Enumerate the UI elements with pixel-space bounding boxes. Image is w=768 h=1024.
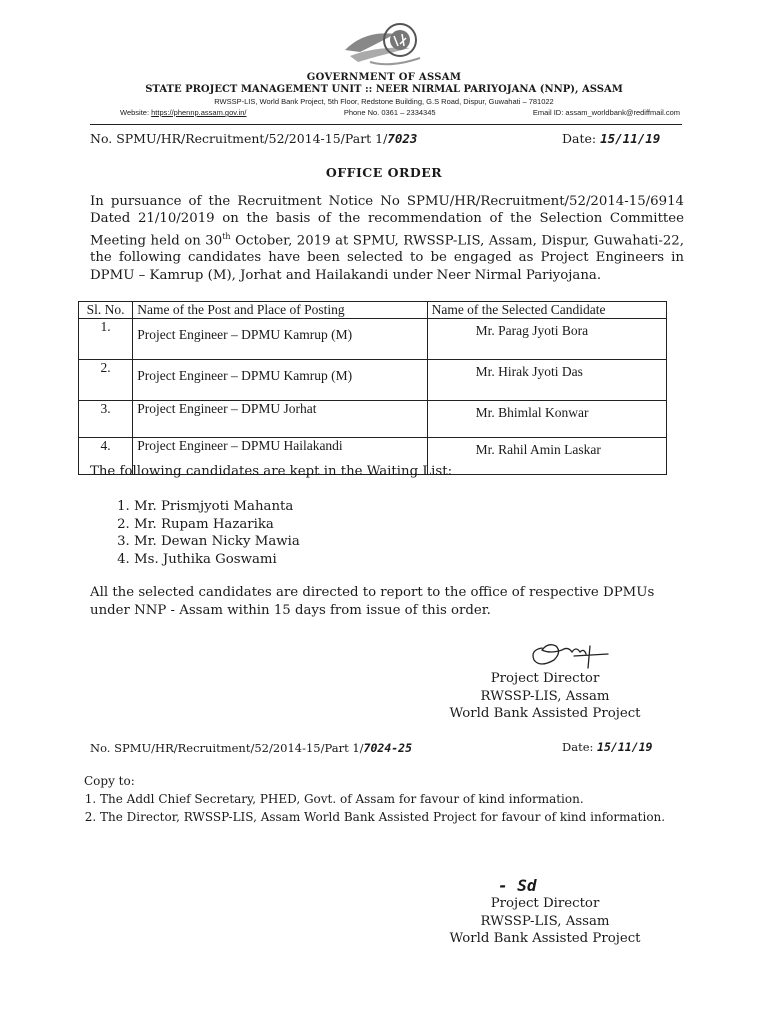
website-block xyxy=(120,108,246,117)
table-row xyxy=(79,401,667,438)
copy-date-value: 15/11/19 xyxy=(597,740,653,754)
signatory-project: World Bank Assisted Project xyxy=(449,931,641,946)
government-logo-icon xyxy=(340,18,430,68)
order-reference-prefix: No. SPMU/HR/Recruitment/52/2014-15/Part 1/ xyxy=(90,131,388,146)
paragraph-part-2: October, 2019 at SPMU, RWSSP-LIS, Assam, Dispur, Guwahati-22, the following candidates have been selected to be engaged as Project Engineers in DPMU – Kamrup (M), Jorhat and Hailakandi under Neer Nirmal Pariyojana. xyxy=(90,233,684,283)
table-header-row xyxy=(79,302,667,319)
document-title: OFFICE ORDER xyxy=(325,165,443,180)
list-item: 4. Ms. Juthika Goswami xyxy=(134,551,300,569)
header-sl-no: Sl. No. xyxy=(79,302,133,319)
copy-list xyxy=(70,790,665,826)
phone-number: Phone No. 0361 – 2334345 xyxy=(343,108,436,117)
order-body xyxy=(90,193,684,284)
signatory-title: Project Director xyxy=(490,896,600,911)
order-date-value: 15/11/19 xyxy=(600,131,661,146)
copy-reference-prefix: No. SPMU/HR/Recruitment/52/2014-15/Part 1/ xyxy=(90,741,364,755)
letterhead-address: RWSSP-LIS, World Bank Project, 5th Floor, Redstone Building, G.S Road, Dispur, Guwahati – 781022 xyxy=(214,97,554,106)
signatory-block xyxy=(438,670,652,723)
letterhead-unit: STATE PROJECT MANAGEMENT UNIT :: NEER NIRMAL PARIYOJANA (NNP), ASSAM xyxy=(145,84,623,95)
list-item: 1. The Addl Chief Secretary, PHED, Govt. of Assam for favour of kind information. xyxy=(100,790,665,808)
copy-to-label: Copy to: xyxy=(84,774,135,788)
table-row xyxy=(79,360,667,401)
row-candidate: Mr. Bhimlal Konwar xyxy=(427,401,666,438)
waiting-list xyxy=(100,498,300,568)
row-post: Project Engineer – DPMU Kamrup (M) xyxy=(133,319,427,360)
row-post: Project Engineer – DPMU Jorhat xyxy=(133,401,427,438)
signatory-org: RWSSP-LIS, Assam xyxy=(480,688,610,704)
order-date xyxy=(562,131,660,146)
header-post: Name of the Post and Place of Posting xyxy=(133,302,427,319)
table-row xyxy=(79,319,667,360)
row-sl-no: 3. xyxy=(79,401,133,438)
row-sl-no: 2. xyxy=(79,360,133,401)
order-date-label: Date: xyxy=(562,131,597,146)
date-suffix: th xyxy=(222,231,231,241)
row-sl-no: 1. xyxy=(79,319,133,360)
copy-reference-number: 7024-25 xyxy=(363,741,413,755)
letterhead-government: GOVERNMENT OF ASSAM xyxy=(306,72,462,83)
list-item: 2. The Director, RWSSP-LIS, Assam World Bank Assisted Project for favour of kind information. xyxy=(100,808,665,826)
row-post: Project Engineer – DPMU Kamrup (M) xyxy=(133,360,427,401)
signatory-title: Project Director xyxy=(490,671,600,686)
order-reference-number: 7023 xyxy=(387,131,418,146)
row-candidate: Mr. Parag Jyoti Bora xyxy=(427,319,666,360)
list-item: 3. Mr. Dewan Nicky Mawia xyxy=(134,533,300,551)
sd-mark: - Sd xyxy=(498,876,537,895)
list-item: 2. Mr. Rupam Hazarika xyxy=(134,516,300,534)
order-paragraph xyxy=(90,193,684,284)
row-sl-no: 4. xyxy=(79,438,133,475)
website-label: Website: xyxy=(120,108,150,117)
row-post: Project Engineer – DPMU Hailakandi xyxy=(133,438,427,475)
copy-reference xyxy=(90,741,412,755)
paragraph-part-1: In pursuance of the Recruitment Notice No SPMU/HR/Recruitment/52/2014-15/6914 Dated 21/10/2019 on the basis of the recommendation of the Selection Committee Meeting held on 30 xyxy=(90,194,684,249)
header-candidate: Name of the Selected Candidate xyxy=(427,302,666,319)
letterhead-divider xyxy=(90,124,682,125)
letterhead-contacts xyxy=(120,108,680,117)
signatory-project: World Bank Assisted Project xyxy=(449,706,641,721)
signature-icon xyxy=(528,636,618,670)
email-address: Email ID: assam_worldbank@rediffmail.com xyxy=(532,108,680,117)
order-reference xyxy=(90,131,417,146)
row-candidate: Mr. Hirak Jyoti Das xyxy=(427,360,666,401)
signatory-block-copy xyxy=(438,895,652,948)
list-item: 1. Mr. Prismjyoti Mahanta xyxy=(134,498,300,516)
signatory-org: RWSSP-LIS, Assam xyxy=(480,913,610,929)
reporting-directive: All the selected candidates are directed to report to the office of respective DPMUs under NNP - Assam within 15 days from issue of this order. xyxy=(90,585,655,618)
selection-table xyxy=(78,301,667,475)
waiting-list-intro: The following candidates are kept in the Waiting List: xyxy=(90,464,453,479)
copy-date xyxy=(562,740,652,754)
website-link[interactable]: https://phennp.assam.gov.in/ xyxy=(151,108,247,117)
row-candidate: Mr. Rahil Amin Laskar xyxy=(427,438,666,475)
copy-date-label: Date: xyxy=(562,740,594,754)
